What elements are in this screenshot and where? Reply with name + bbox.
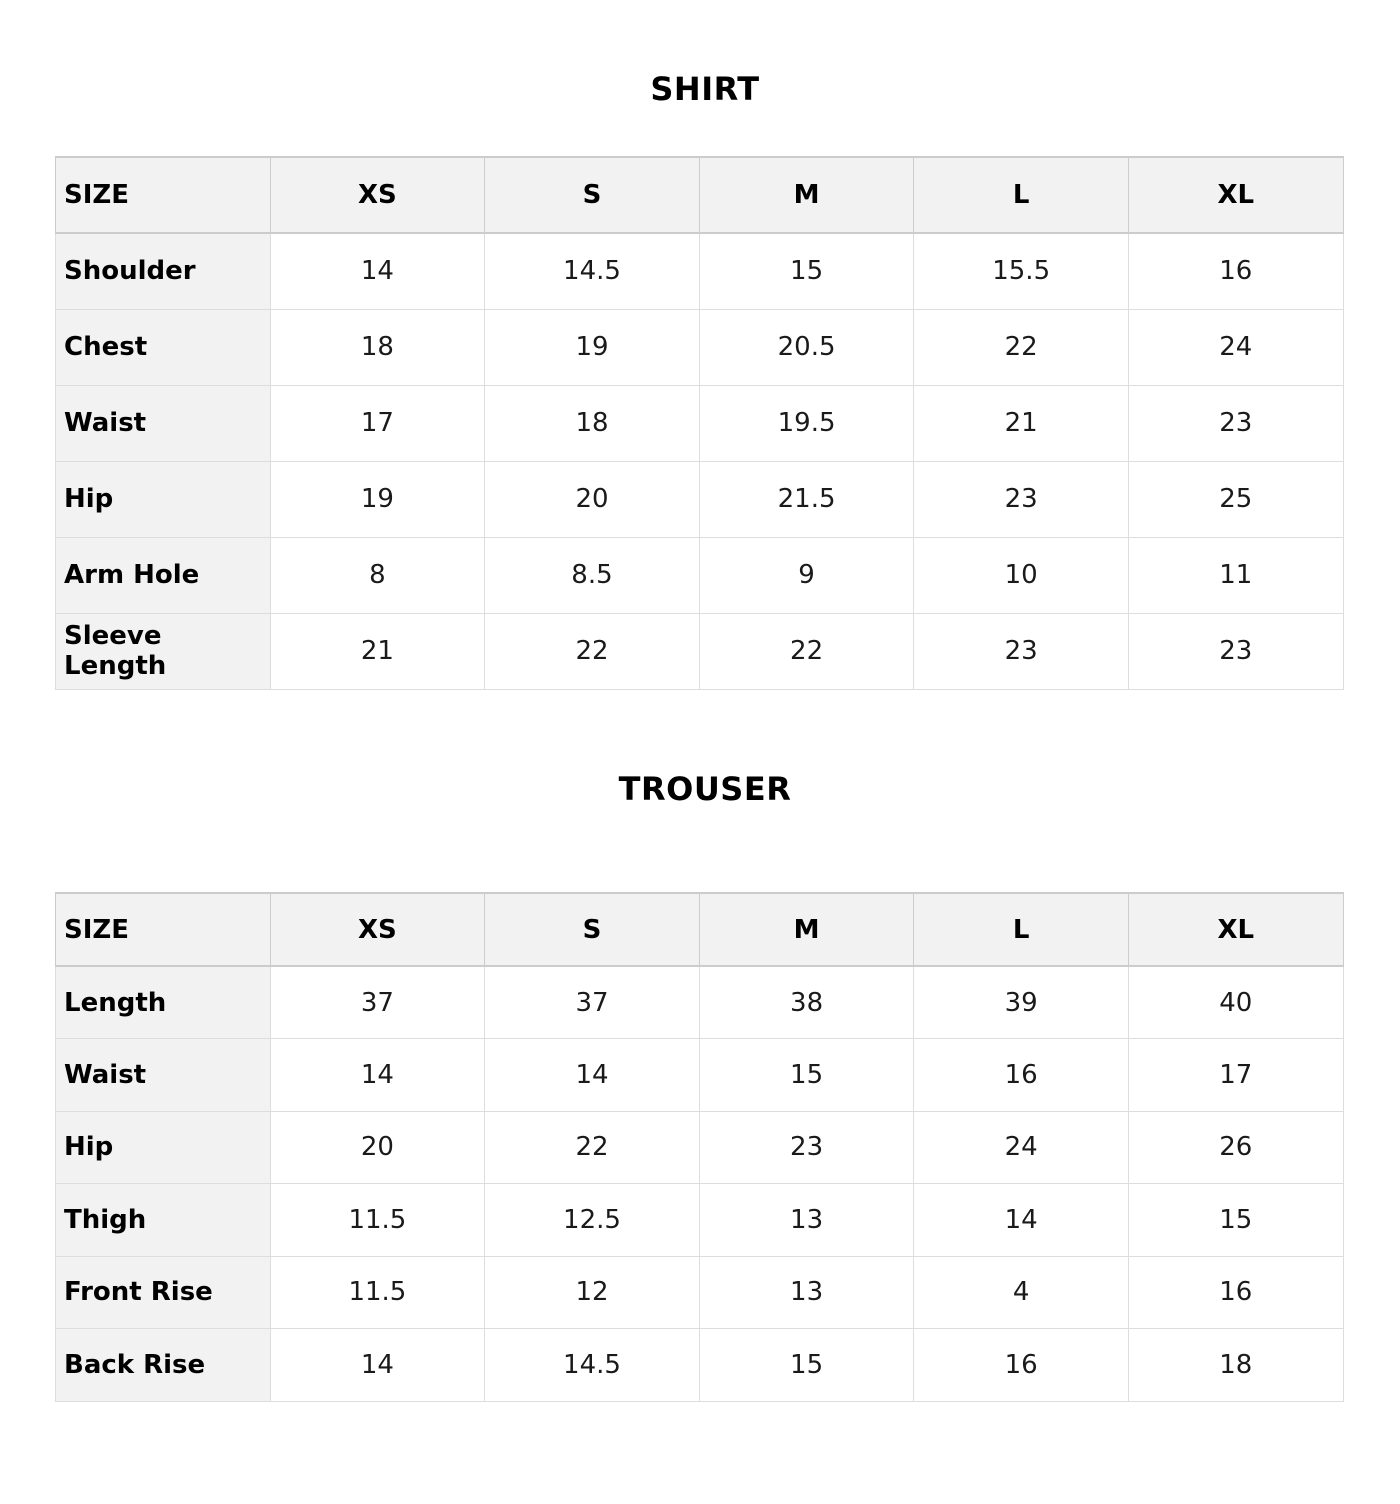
row-label: Hip xyxy=(56,461,271,537)
table-cell: 18 xyxy=(1128,1329,1343,1402)
table-cell: 15 xyxy=(699,1329,914,1402)
row-label: Front Rise xyxy=(56,1256,271,1329)
table-cell: 14 xyxy=(485,1039,700,1112)
table-cell: 23 xyxy=(699,1111,914,1184)
table-row xyxy=(56,233,1344,309)
size-header-xs: XS xyxy=(270,157,485,233)
row-label: Thigh xyxy=(56,1184,271,1257)
size-header-xs: XS xyxy=(270,893,485,966)
table-cell: 16 xyxy=(1128,233,1343,309)
row-label: Sleeve Length xyxy=(56,613,271,689)
table-cell: 24 xyxy=(1128,309,1343,385)
row-label: Length xyxy=(56,966,271,1039)
table-cell: 22 xyxy=(485,613,700,689)
table-cell: 17 xyxy=(270,385,485,461)
table-cell: 13 xyxy=(699,1256,914,1329)
table-row xyxy=(56,613,1344,689)
table-cell: 14 xyxy=(270,233,485,309)
table-cell: 8 xyxy=(270,537,485,613)
table-cell: 17 xyxy=(1128,1039,1343,1112)
table-row xyxy=(56,966,1344,1039)
table-cell: 11.5 xyxy=(270,1184,485,1257)
table-cell: 21.5 xyxy=(699,461,914,537)
table-row xyxy=(56,461,1344,537)
row-label: Waist xyxy=(56,1039,271,1112)
shirt-size-table xyxy=(55,156,1344,690)
row-label: Shoulder xyxy=(56,233,271,309)
row-label: Chest xyxy=(56,309,271,385)
row-label: Hip xyxy=(56,1111,271,1184)
table-row xyxy=(56,537,1344,613)
size-header-s: S xyxy=(485,893,700,966)
table-cell: 19 xyxy=(485,309,700,385)
table-cell: 15.5 xyxy=(914,233,1129,309)
table-row xyxy=(56,1329,1344,1402)
table-cell: 23 xyxy=(1128,385,1343,461)
table-cell: 22 xyxy=(914,309,1129,385)
table-row xyxy=(56,1256,1344,1329)
table-cell: 19.5 xyxy=(699,385,914,461)
table-header-row xyxy=(56,157,1344,233)
table-row xyxy=(56,1184,1344,1257)
table-row xyxy=(56,385,1344,461)
table-cell: 25 xyxy=(1128,461,1343,537)
size-header-xl: XL xyxy=(1128,893,1343,966)
table-cell: 39 xyxy=(914,966,1129,1039)
table-cell: 4 xyxy=(914,1256,1129,1329)
table-cell: 23 xyxy=(914,461,1129,537)
table-cell: 16 xyxy=(914,1039,1129,1112)
table-cell: 16 xyxy=(1128,1256,1343,1329)
table-cell: 18 xyxy=(270,309,485,385)
table-cell: 14 xyxy=(270,1329,485,1402)
trouser-size-table xyxy=(55,892,1344,1402)
size-header-l: L xyxy=(914,157,1129,233)
table-row xyxy=(56,1039,1344,1112)
table-cell: 8.5 xyxy=(485,537,700,613)
table-cell: 26 xyxy=(1128,1111,1343,1184)
shirt-title: SHIRT xyxy=(650,70,760,108)
table-cell: 14 xyxy=(270,1039,485,1112)
row-label: Back Rise xyxy=(56,1329,271,1402)
table-cell: 40 xyxy=(1128,966,1343,1039)
table-header-row xyxy=(56,893,1344,966)
table-cell: 11 xyxy=(1128,537,1343,613)
table-cell: 24 xyxy=(914,1111,1129,1184)
table-cell: 18 xyxy=(485,385,700,461)
table-cell: 14 xyxy=(914,1184,1129,1257)
table-cell: 11.5 xyxy=(270,1256,485,1329)
row-label: Arm Hole xyxy=(56,537,271,613)
table-cell: 15 xyxy=(699,1039,914,1112)
size-header-m: M xyxy=(699,893,914,966)
table-cell: 19 xyxy=(270,461,485,537)
size-column-header: SIZE xyxy=(56,893,271,966)
table-cell: 37 xyxy=(485,966,700,1039)
table-cell: 12.5 xyxy=(485,1184,700,1257)
table-cell: 20 xyxy=(485,461,700,537)
size-header-xl: XL xyxy=(1128,157,1343,233)
table-cell: 9 xyxy=(699,537,914,613)
table-cell: 13 xyxy=(699,1184,914,1257)
row-label: Waist xyxy=(56,385,271,461)
trouser-title: TROUSER xyxy=(618,770,792,808)
table-cell: 21 xyxy=(914,385,1129,461)
size-header-l: L xyxy=(914,893,1129,966)
table-cell: 14.5 xyxy=(485,1329,700,1402)
table-row xyxy=(56,1111,1344,1184)
table-cell: 20 xyxy=(270,1111,485,1184)
table-cell: 38 xyxy=(699,966,914,1039)
table-cell: 10 xyxy=(914,537,1129,613)
table-cell: 22 xyxy=(485,1111,700,1184)
size-header-m: M xyxy=(699,157,914,233)
table-cell: 12 xyxy=(485,1256,700,1329)
table-cell: 23 xyxy=(1128,613,1343,689)
table-cell: 22 xyxy=(699,613,914,689)
size-column-header: SIZE xyxy=(56,157,271,233)
table-cell: 16 xyxy=(914,1329,1129,1402)
table-cell: 37 xyxy=(270,966,485,1039)
table-cell: 15 xyxy=(699,233,914,309)
table-cell: 23 xyxy=(914,613,1129,689)
table-cell: 15 xyxy=(1128,1184,1343,1257)
table-cell: 20.5 xyxy=(699,309,914,385)
table-cell: 14.5 xyxy=(485,233,700,309)
table-cell: 21 xyxy=(270,613,485,689)
size-header-s: S xyxy=(485,157,700,233)
table-row xyxy=(56,309,1344,385)
